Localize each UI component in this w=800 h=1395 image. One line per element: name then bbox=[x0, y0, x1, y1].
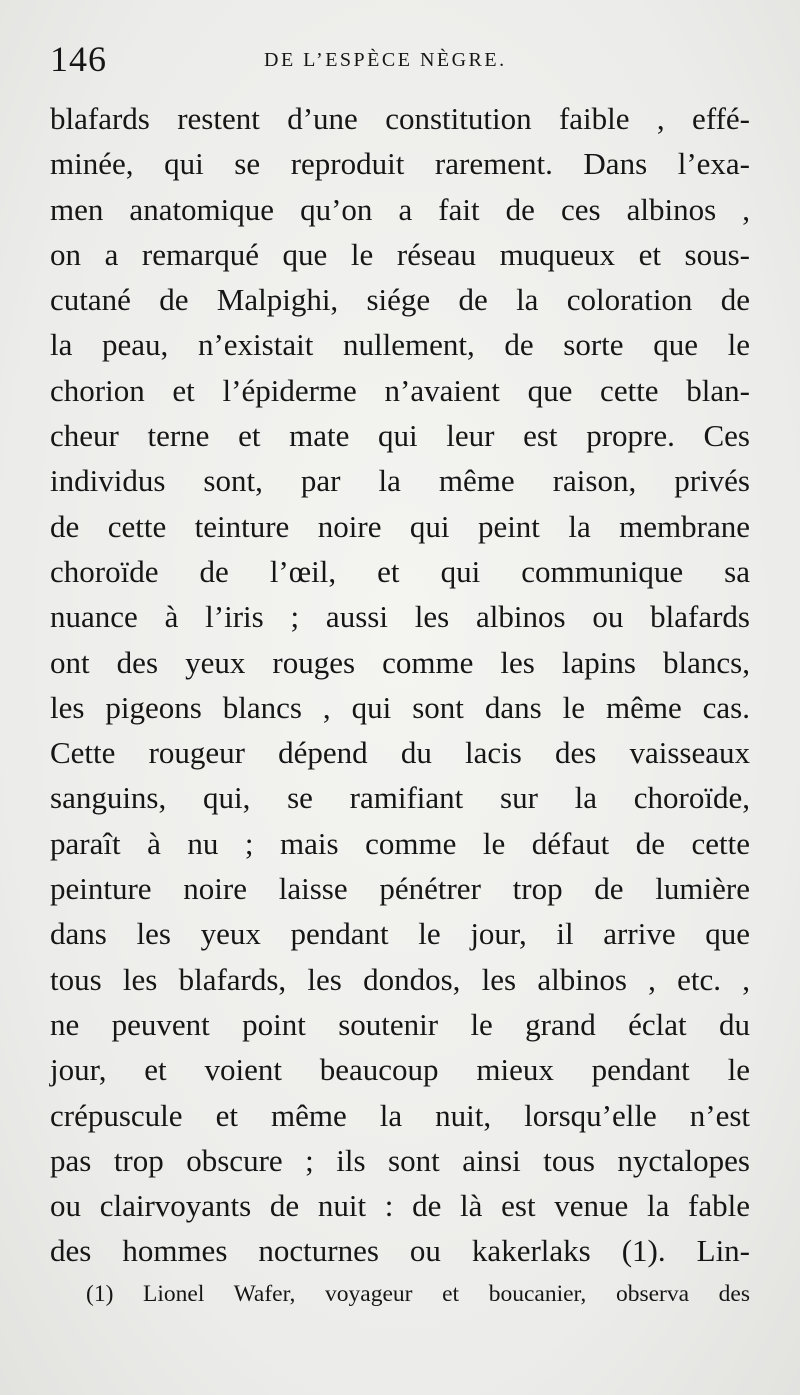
text-line: peinture noire laisse pénétrer trop de lumière bbox=[50, 871, 750, 907]
text-line: choroïde de l’œil, et qui communique sa bbox=[50, 553, 750, 589]
text-line: cheur terne et mate qui leur est propre. Ces bbox=[50, 418, 750, 454]
text-line: des hommes nocturnes ou kakerlaks (1). Lin- bbox=[50, 1233, 750, 1269]
text-line: sanguins, qui, se ramifiant sur la choroïde, bbox=[50, 780, 750, 816]
text-line: men anatomique qu’on a fait de ces albinos , bbox=[50, 191, 750, 227]
footnote: (1) Lionel Wafer, voyageur et boucanier, observa des bbox=[86, 1281, 750, 1307]
body-text bbox=[50, 96, 750, 1274]
text-line: on a remarqué que le réseau muqueux et sous- bbox=[50, 236, 750, 272]
text-line: nuance à l’iris ; aussi les albinos ou blafards bbox=[50, 599, 750, 635]
text-line: ont des yeux rouges comme les lapins blancs, bbox=[50, 644, 750, 680]
text-line: paraît à nu ; mais comme le défaut de cette bbox=[50, 825, 750, 861]
text-line: chorion et l’épiderme n’avaient que cette blan- bbox=[50, 372, 750, 408]
text-line: jour, et voient beaucoup mieux pendant le bbox=[50, 1052, 750, 1088]
text-line: les pigeons blancs , qui sont dans le même cas. bbox=[50, 689, 750, 725]
text-line: cutané de Malpighi, siége de la coloration de bbox=[50, 282, 750, 318]
page-number: 146 bbox=[50, 39, 107, 79]
running-head: DE L’ESPÈCE NÈGRE. bbox=[264, 49, 507, 71]
page-header bbox=[48, 38, 752, 88]
text-line: de cette teinture noire qui peint la membrane bbox=[50, 508, 750, 544]
text-line: ne peuvent point soutenir le grand éclat du bbox=[50, 1006, 750, 1042]
text-line: la peau, n’existait nullement, de sorte que le bbox=[50, 327, 750, 363]
text-line: tous les blafards, les dondos, les albinos , etc. , bbox=[50, 961, 750, 997]
text-line: dans les yeux pendant le jour, il arrive que bbox=[50, 916, 750, 952]
text-line: pas trop obscure ; ils sont ainsi tous nyctalopes bbox=[50, 1142, 750, 1178]
text-line: crépuscule et même la nuit, lorsqu’elle n’est bbox=[50, 1097, 750, 1133]
text-line: blafards restent d’une constitution faible , effé- bbox=[50, 101, 750, 136]
text-line: Cette rougeur dépend du lacis des vaisseaux bbox=[50, 735, 750, 771]
text-line: individus sont, par la même raison, privés bbox=[50, 463, 750, 499]
text-line: minée, qui se reproduit rarement. Dans l’exa- bbox=[50, 146, 750, 182]
text-line: ou clairvoyants de nuit : de là est venue la fable bbox=[50, 1188, 750, 1224]
